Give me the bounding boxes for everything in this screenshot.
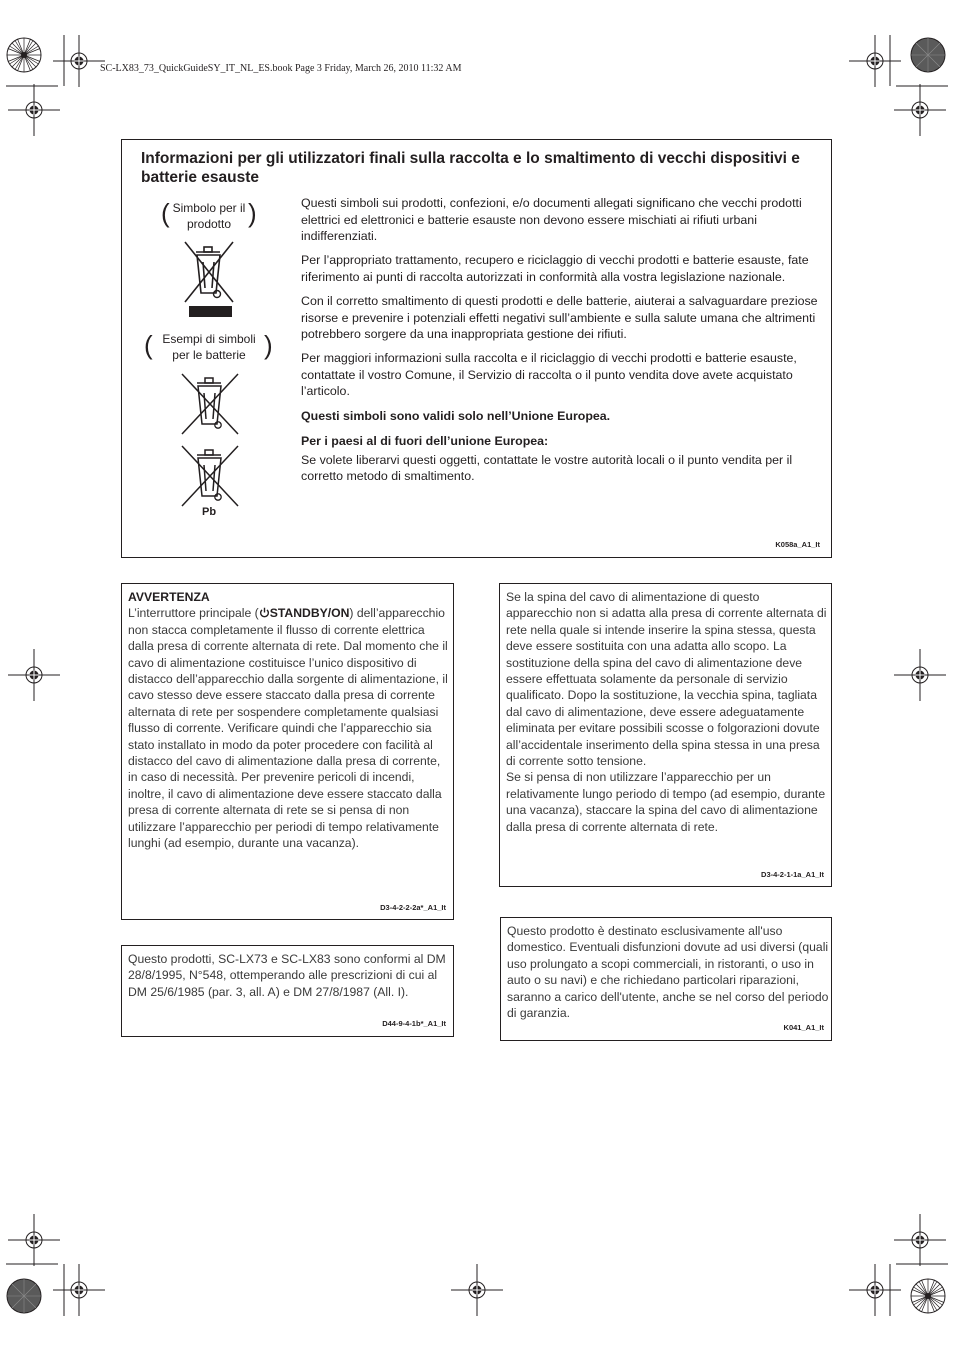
warning-text-start: L’interruttore principale ( [128, 606, 259, 621]
conformity-text: Questo prodotti, SC-LX73 e SC-LX83 sono conformi al DM 28/8/1995, N°548, ottemperando alle prescrizioni di cui al DM 25/6/1985 (par. 3, all. A) e DM 27/8/1987 (All. I). [128, 952, 446, 999]
weee-paragraph: Per maggiori informazioni sulla raccolta e il riciclaggio di vecchi prodotti e batterie esauste, contattate il vostro Comune, il Servizio di raccolta o il punto vendita dove avete acquistato l’articolo. [301, 351, 797, 399]
document-code: D44-9-4-1b*_A1_It [382, 1019, 446, 1028]
warning-box [121, 583, 454, 920]
warning-text-rest: ) dell’apparecchio non stacca completamente il flusso di corrente elettrica dalla presa di corrente alternata di rete. Dal momento che il cavo di alimentazione costituisce l’unico dispositivo di distacco dell’apparecchio dalla sorgente di alimentazione, il cavo stesso deve essere staccato dalla presa di corrente alternata di rete per sospendere completamente qualsiasi flusso di corrente. Verificare quindi che l’apparecchio sia stato installato in modo da poter procedere con facilità al distacco del cavo di alimentazione dalla presa di corrente, in caso di necessità. Per prevenire pericoli di incendi, inoltre, il cavo di alimentazione deve essere staccato dalla presa di corrente alternata di rete se si pensa di non utilizzare l’apparecchio per periodi di tempo relativamente lunghi (ad esempio, durante una vacanza). [128, 606, 448, 851]
conformity-box [121, 945, 454, 1037]
file-header-line: SC-LX83_73_QuickGuideSY_IT_NL_ES.book Page 3 Friday, March 26, 2010 11:32 AM [100, 63, 462, 74]
document-code: D3-4-2-1-1a_A1_It [761, 870, 824, 879]
product-bar-icon [189, 306, 232, 317]
weee-paragraph: Per l’appropriato trattamento, recupero e riciclaggio di vecchi prodotti e batterie esauste, fate riferimento ai punti di raccolta autorizzati in conformità alla vostra legislazione nazionale. [301, 253, 809, 284]
domestic-text: Questo prodotto è destinato esclusivamente all'uso domestico. Eventuali disfunzioni dovute ad usi diversi (quali uso prolungato a scopi commerciali, in ristoranti, o uso in auto o su navi) e che richiedano particolari riparazioni, saranno a carico dell'utente, anche se nel corso del periodo di garanzia. [507, 924, 829, 1021]
plug-replacement-box [499, 583, 832, 887]
non-eu-heading: Per i paesi al di fuori dell’unione Europea: [301, 434, 549, 449]
weee-paragraph: Con il corretto smaltimento di questi prodotti e delle batterie, aiuterai a salvaguardare preziose risorse e prevenire i potenziali effetti negativi sull’ambiente e sulla salute umana che altrimenti potrebbero sorgere da una inappropriata gestione dei rifiuti. [301, 293, 818, 342]
crossed-out-wheeled-bin-icon [180, 444, 240, 508]
warning-text [128, 589, 450, 852]
weee-paragraph: Questi simboli sui prodotti, confezioni, e/o documenti allegati significano che vecchi prodotti elettrici ed elettronici e batterie esauste non devono essere mischiati ai rifiuti urbani indifferenziati. [301, 196, 802, 244]
document-code: K058a_A1_It [775, 540, 820, 549]
warning-heading: AVVERTENZA [128, 590, 210, 604]
document-code: K041_A1_It [783, 1023, 824, 1032]
pb-label: Pb [202, 506, 217, 518]
document-code: D3-4-2-2-2a*_A1_It [380, 903, 446, 912]
weee-title: Informazioni per gli utilizzatori finali sulla raccolta e lo smaltimento di vecchi dispositivi e batterie esauste [141, 150, 800, 186]
non-eu-text: Se volete liberarvi questi oggetti, contattate le vostre autorità locali o il punto vendita per il corretto metodo di smaltimento. [301, 452, 793, 484]
battery-symbols-label: Esempi di simboli per le batterie [162, 332, 256, 362]
crossed-out-wheeled-bin-icon [180, 372, 240, 436]
weee-info-box: Informazioni per gli utilizzatori finali sulla raccolta e lo smaltimento di vecchi dispositivi e batterie esauste ( Simbolo per il prodotto ) ( Esempi di simboli per le batterie ) Pb Questi simboli sui prodotti, confezioni, e/o documenti allegati significano che vecchi prodotti elettrici ed elettronici e batterie esauste non devono essere mischiati ai rifiuti urbani indifferenziati. Per l’appropriato trattamento, recupero e riciclaggio di vecchi prodotti e batterie esauste, fate riferimento ai punti di raccolta autorizzati in conformità alla vostra legislazione nazionale. Con il corretto smaltimento di questi prodotti e delle batterie, aiuterai a salvaguardare preziose risorse e prevenire i potenziali effetti negativi sull’ambiente e sulla salute umana che altrimenti potrebbero sorgere da una inappropriata gestione dei rifiuti. Per maggiori informazioni sulla raccolta e il riciclaggio di vecchi prodotti e batterie esauste, contattate il vostro Comune, il Servizio di raccolta o il punto vendita dove avete acquistato l’articolo. Questi simboli sono validi solo nell’Unione Europea. Per i paesi al di fuori dell’unione Europea: Se volete liberarvi questi oggetti, contattate le vostre autorità locali o il punto vendita per il corretto metodo di smaltimento. K058a_A1_It [121, 139, 832, 558]
weee-text-column [301, 195, 821, 492]
plug-paragraph: Se la spina del cavo di alimentazione di questo apparecchio non si adatta alla presa di corrente alternata di rete nella quale si intende inserire la spina stessa, questa deve essere sostituita con una adatta allo scopo. La sostituzione della spina del cavo di alimentazione deve essere effettuata solamente da personale di servizio qualificato. Dopo la sostituzione, la vecchia spina, tagliata dal cavo di alimentazione, deve essere adeguatamente eliminata per evitare possibili scosse o folgorazioni dovute all’accidentale inserimento della spina stessa in una presa di corrente sotto tensione. [506, 590, 827, 769]
power-standby-icon [259, 607, 270, 618]
plug-text [506, 589, 828, 835]
eu-only-note: Questi simboli sono validi solo nell’Unione Europea. [301, 408, 611, 423]
plug-paragraph: Se si pensa di non utilizzare l’apparecchio per un relativamente lungo periodo di tempo (ad esempio, durante una vacanza), staccare la spina del cavo di alimentazione dalla presa di corrente alternata di rete. [506, 770, 826, 834]
standby-on-label: STANDBY/ON [269, 606, 350, 621]
domestic-use-box [500, 917, 832, 1041]
product-symbol-label: Simbolo per il prodotto [172, 201, 246, 231]
